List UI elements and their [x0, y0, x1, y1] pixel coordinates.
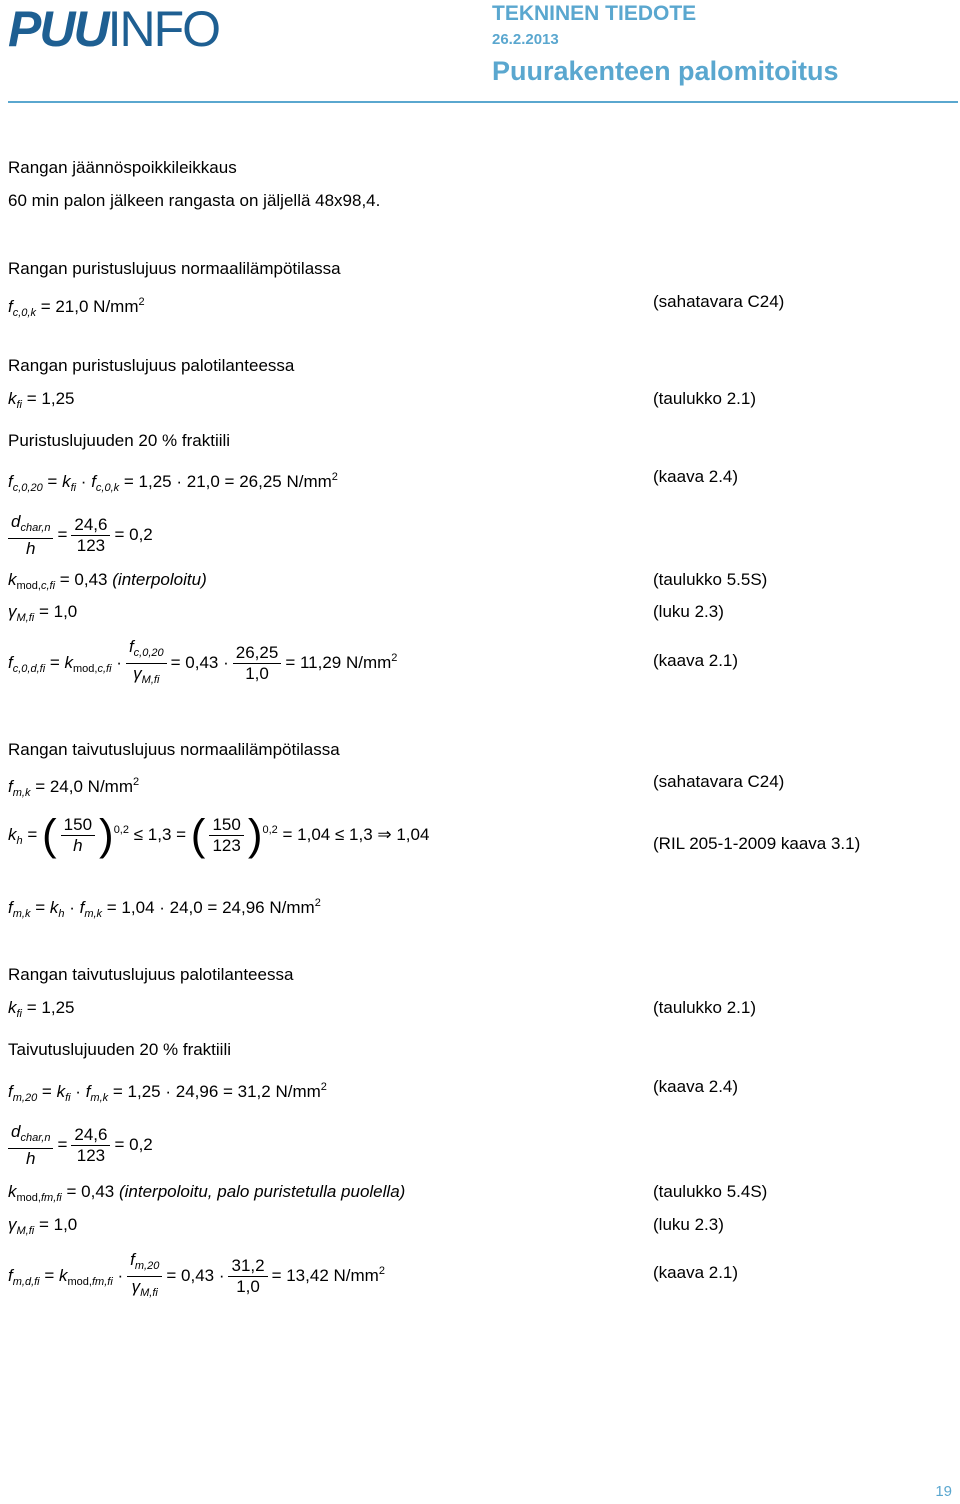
page-number: 19	[935, 1483, 952, 1500]
s5-eq2: $f_{m,d,fi} = k_{mod,fm,fi}$ · $\frac{f_{m,20}}{\gamma_{M,fi}}$ = 0,43 · $\frac{31,2}{1,0}$ = 13,42 $N/mm^2$	[8, 1250, 385, 1299]
s3-kmod: $k_{mod,c,fi} = 0,43$ (interpoloitu)	[8, 570, 207, 592]
s3-kmod-ref: (taulukko 5.5S)	[653, 570, 768, 589]
s5-eq1-ref: (kaava 2.4)	[653, 1077, 739, 1096]
s4-heading: Rangan taivutuslujuus normaalilämpötilassa	[8, 740, 340, 759]
s4-fmk: $f_{m,k} = k_h \cdot f_{m,k} = 1,04 \cdot 24,0 = 24,96$ $N/mm^2$	[8, 897, 321, 920]
doc-type: TEKNINEN TIEDOTE	[492, 2, 697, 25]
s2-value: = 21,0 N/mm	[40, 297, 139, 316]
s3-fraktiili: Puristuslujuuden 20 % fraktiili	[8, 431, 231, 450]
s5-kmod: $k_{mod,fm,fi} = 0,43$ (interpoloitu, palo puristetulla puolella)	[8, 1182, 406, 1204]
s2-line: $f_{c,0,k} = 21,0$ $N/mm^2$	[8, 296, 145, 319]
s3-gamma: $\gamma_{M,fi} = 1,0$	[8, 602, 78, 624]
s3-gamma-ref: (luku 2.3)	[653, 602, 724, 621]
s4-kh-ref: (RIL 205-1-2009 kaava 3.1)	[653, 834, 861, 853]
s3-heading: Rangan puristuslujuus palotilanteessa	[8, 356, 295, 375]
doc-title: Puurakenteen palomitoitus	[492, 56, 839, 86]
s5-kmod-ref: (taulukko 5.4S)	[653, 1182, 768, 1201]
s3-eq2: $f_{c,0,d,fi} = k_{mod,c,fi}$ · $\frac{f_{c,0,20}}{\gamma_{M,fi}}$ = 0,43 · $\frac{26,25}{1,0}$ = 11,29 $N/mm^2$	[8, 637, 398, 686]
s3-kfi-ref: (taulukko 2.1)	[653, 389, 756, 408]
s3-kfi: $k_{fi} = 1,25$	[8, 389, 75, 411]
s4-ref: (sahatavara C24)	[653, 772, 785, 791]
s2-sub: c,0,k	[12, 307, 36, 319]
s5-kfi-ref: (taulukko 2.1)	[653, 998, 756, 1017]
s5-eq1: $f_{m,20} = k_{fi} \cdot f_{m,k} = 1,25 \cdot 24,96 = 31,2$ $N/mm^2$	[8, 1081, 327, 1104]
s3-eq1-ref: (kaava 2.4)	[653, 467, 739, 486]
s3-eq1: $f_{c,0,20} = k_{fi} \cdot f_{c,0,k} = 1,25 \cdot 21,0 = 26,25$ $N/mm^2$	[8, 471, 338, 494]
s1-heading: Rangan jäännöspoikkileikkaus	[8, 158, 237, 177]
s4-kh: $k_h$ = ( $\frac{150}{h}$ )$^{0,2}$ ≤ 1,3 = ( $\frac{150}{123}$ )$^{0,2}$ = 1,04 ≤ 1,3 ⇒ 1,04	[8, 810, 430, 860]
s5-gamma-ref: (luku 2.3)	[653, 1215, 724, 1234]
s2-heading: Rangan puristuslujuus normaalilämpötilassa	[8, 259, 341, 278]
puuinfo-logo	[8, 1, 220, 57]
doc-date: 26.2.2013	[492, 31, 559, 48]
s2-ref: (sahatavara C24)	[653, 292, 785, 311]
s5-eq2-ref: (kaava 2.1)	[653, 1263, 739, 1282]
header-rule	[8, 101, 958, 103]
logo-info: INFO	[107, 1, 220, 57]
s5-fraktiili: Taivutuslujuuden 20 % fraktiili	[8, 1040, 232, 1059]
s3-eq2-ref: (kaava 2.1)	[653, 651, 739, 670]
s4-line: $f_{m,k} = 24,0$ $N/mm^2$	[8, 776, 140, 799]
s5-heading: Rangan taivutuslujuus palotilanteessa	[8, 965, 294, 984]
s5-kfi: $k_{fi} = 1,25$	[8, 998, 75, 1020]
s5-gamma: $\gamma_{M,fi} = 1,0$	[8, 1215, 78, 1237]
s5-d-ratio: $\frac{d_{char,n}}{h}$ = $\frac{24,6}{123}$ = 0,2	[4, 1122, 153, 1169]
logo-puu: PUU	[8, 1, 108, 57]
s1-text: 60 min palon jälkeen rangasta on jäljellä 48x98,4.	[8, 191, 381, 210]
s3-d-ratio: $\frac{d_{char,n}}{h}$ = $\frac{24,6}{123}$ = 0,2	[4, 512, 153, 559]
